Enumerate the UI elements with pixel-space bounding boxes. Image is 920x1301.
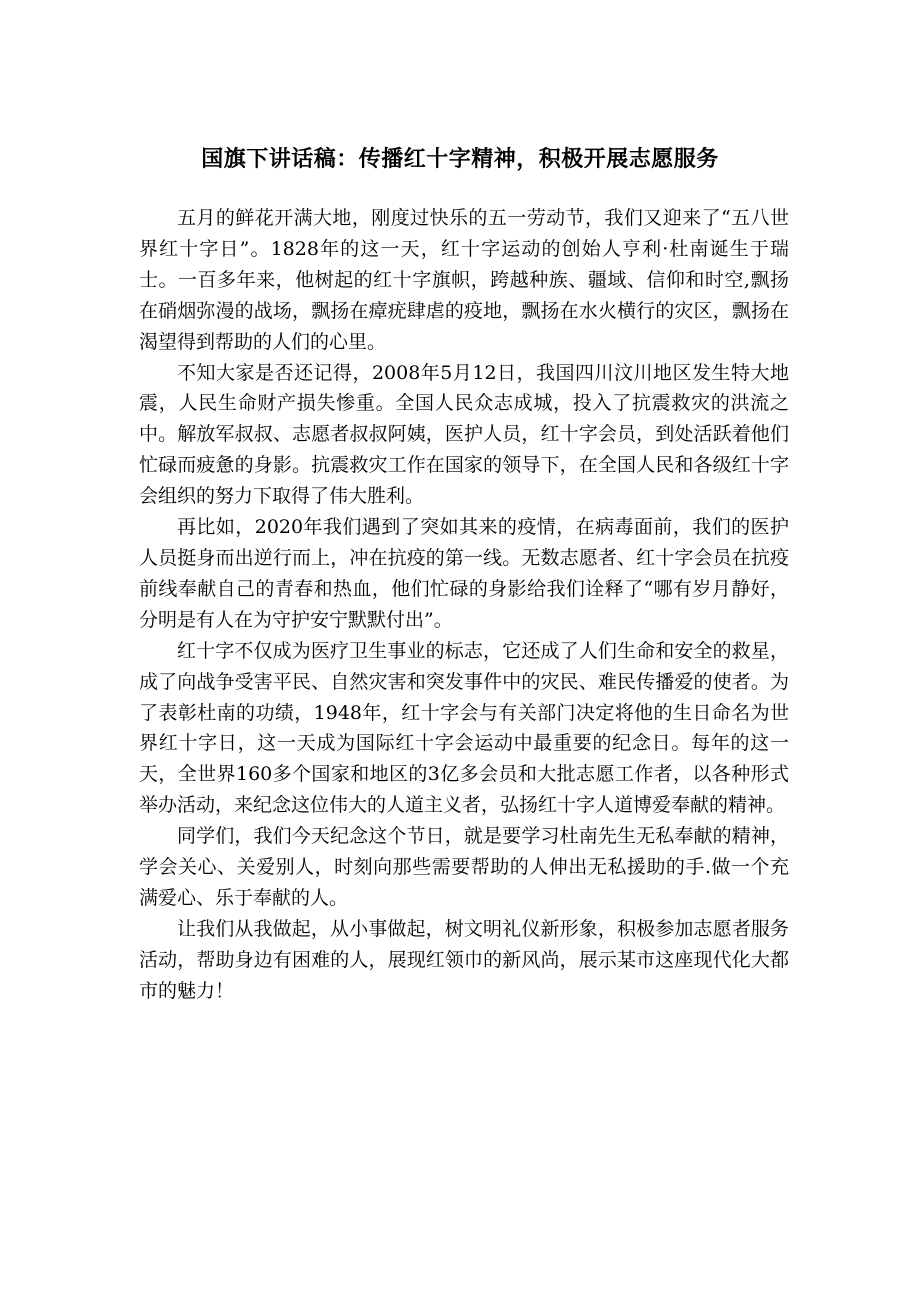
paragraph-1: 五月的鲜花开满大地，刚度过快乐的五一劳动节，我们又迎来了“五八世界红十字日”。1828年的这一天，红十字运动的创始人亨利·杜南诞生于瑞士。一百多年来，他树起的红十字旗帜，跨越种族、疆域、信仰和时空,飘扬在硝烟弥漫的战场，飘扬在瘴疣肆虐的疫地，飘扬在水火横行的灾区，飘扬在渴望得到帮助的人们的心里。 xyxy=(139,207,789,353)
paragraph-6: 让我们从我做起，从小事做起，树文明礼仪新形象，积极参加志愿者服务活动，帮助身边有困难的人，展现红领巾的新风尚，展示某市这座现代化大都市的魅力！ xyxy=(139,917,789,1002)
paragraph-3: 再比如，2020年我们遇到了突如其来的疫情，在病毒面前，我们的医护人员挺身而出逆行而上，冲在抗疫的第一线。无数志愿者、红十字会员在抗疫前线奉献自己的青春和热血，他们忙碌的身影给我们诠释了“哪有岁月静好，分明是有人在为守护安宁默默付出”。 xyxy=(139,516,789,631)
paragraph-4: 红十字不仅成为医疗卫生事业的标志，它还成了人们生命和安全的救星，成了向战争受害平民、自然灾害和突发事件中的灾民、难民传播爱的使者。为了表彰杜南的功绩，1948年，红十字会与有关部门决定将他的生日命名为世界红十字日，这一天成为国际红十字会运动中最重要的纪念日。每年的这一天，全世界160多个国家和地区的3亿多会员和大批志愿工作者，以各种形式举办活动，来纪念这位伟大的人道主义者，弘扬红十字人道博爱奉献的精神。 xyxy=(139,639,789,817)
paragraph-2: 不知大家是否还记得，2008年5月12日，我国四川汶川地区发生特大地震，人民生命财产损失惨重。全国人民众志成城，投入了抗震救灾的洪流之中。解放军叔叔、志愿者叔叔阿姨，医护人员，红十字会员，到处活跃着他们忙碌而疲惫的身影。抗震救灾工作在国家的领导下，在全国人民和各级红十字会组织的努力下取得了伟大胜利。 xyxy=(139,361,789,508)
paragraph-5: 同学们，我们今天纪念这个节日，就是要学习杜南先生无私奉献的精神，学会关心、关爱别人，时刻向那些需要帮助的人伸出无私援助的手.做一个充满爱心、乐于奉献的人。 xyxy=(139,825,789,909)
document-body xyxy=(139,203,789,1007)
document-title: 国旗下讲话稿：传播红十字精神，积极开展志愿服务 xyxy=(201,147,719,172)
